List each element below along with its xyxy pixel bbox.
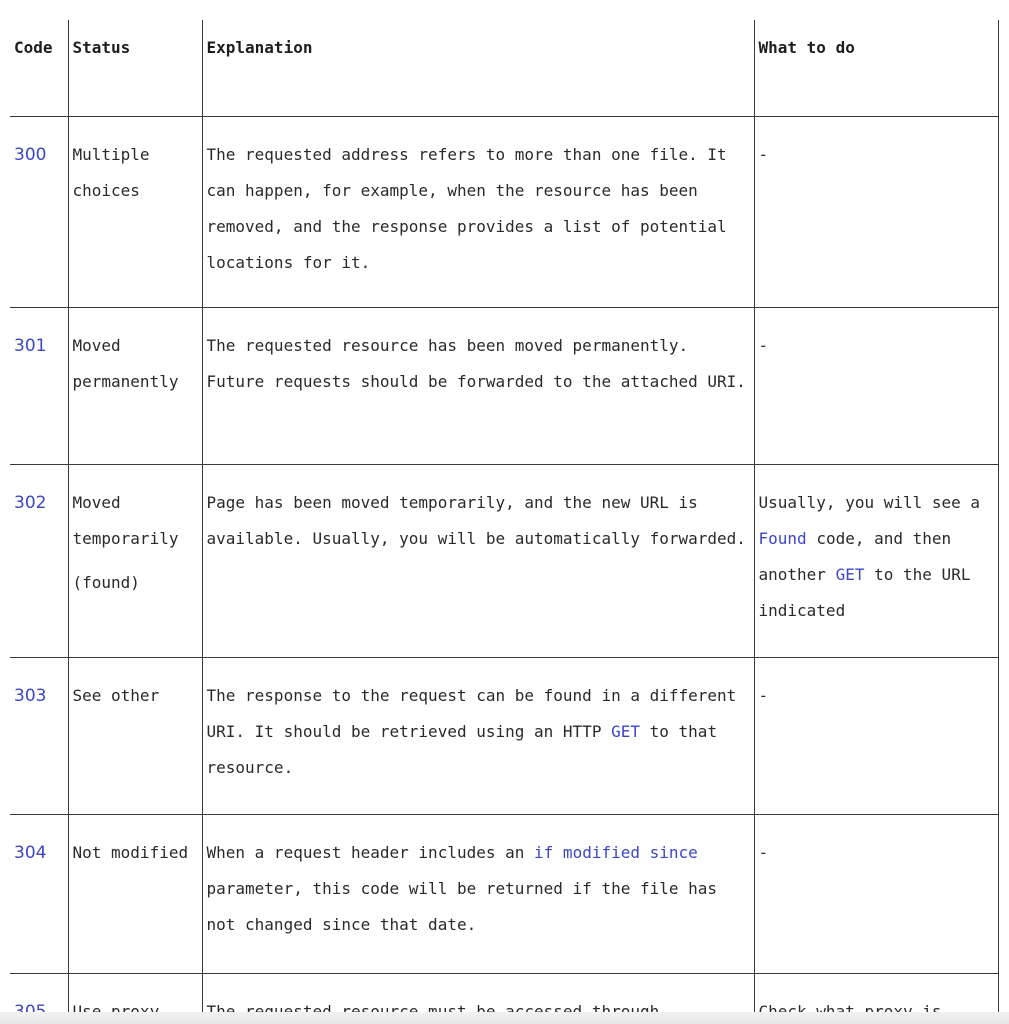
explanation-cell: Page has been moved temporarily, and the new URL is available. Usually, you will be automatically forwarded.: [202, 465, 754, 658]
code-link[interactable]: 301: [14, 336, 47, 356]
status-cell: Moved permanently: [68, 308, 202, 465]
code-cell: [10, 465, 68, 658]
header-code: Code: [10, 20, 68, 117]
explanation-text: When a request header includes an: [206, 843, 525, 862]
http-status-table: [10, 20, 999, 1024]
status-cell: Not modified: [68, 815, 202, 974]
header-explanation: Explanation: [202, 20, 754, 117]
explanation-text: to that resource.: [206, 722, 718, 777]
explanation-cell: The requested resource has been moved permanently. Future requests should be forwarded to the attached URI.: [202, 308, 754, 465]
table-row: [10, 465, 998, 658]
what-to-do-cell: -: [754, 308, 998, 465]
get-link[interactable]: GET: [835, 565, 865, 584]
what-to-do-text: Usually, you will see a: [758, 493, 981, 512]
status-note: (found): [72, 573, 140, 592]
code-cell: [10, 658, 68, 815]
code-cell: [10, 117, 68, 308]
if-modified-since-link[interactable]: if modified since: [534, 843, 698, 862]
explanation-cell: The requested address refers to more than one file. It can happen, for example, when the resource has been removed, and the response provides a list of potential locations for it.: [202, 117, 754, 308]
bottom-edge: [0, 1012, 1009, 1024]
explanation-cell: [202, 815, 754, 974]
status-cell: [68, 465, 202, 658]
status-cell: See other: [68, 658, 202, 815]
header-what-to-do: What to do: [754, 20, 998, 117]
code-cell: [10, 308, 68, 465]
header-status: Status: [68, 20, 202, 117]
what-to-do-text: to the URL indicated: [758, 565, 971, 620]
what-to-do-cell: [754, 465, 998, 658]
code-link[interactable]: 300: [14, 145, 47, 165]
header-row: [10, 20, 998, 117]
get-link[interactable]: GET: [611, 722, 640, 741]
explanation-cell: [202, 658, 754, 815]
table-row: [10, 117, 998, 308]
explanation-text: parameter, this code will be returned if the file has not changed since that date.: [206, 879, 718, 934]
table-row: [10, 815, 998, 974]
found-link[interactable]: Found: [758, 529, 807, 548]
status-cell: Multiple choices: [68, 117, 202, 308]
table-row: [10, 658, 998, 815]
code-link[interactable]: 304: [14, 843, 47, 863]
status-text: Moved temporarily: [72, 493, 179, 548]
code-link[interactable]: 303: [14, 686, 47, 706]
explanation-text: The response to the request can be found in a different URI. It should be retrieved using an HTTP: [206, 686, 737, 741]
code-cell: [10, 815, 68, 974]
table-row: [10, 308, 998, 465]
what-to-do-cell: -: [754, 117, 998, 308]
what-to-do-cell: -: [754, 815, 998, 974]
what-to-do-text: code, and then another: [758, 529, 952, 584]
code-link[interactable]: 302: [14, 493, 47, 513]
what-to-do-cell: -: [754, 658, 998, 815]
